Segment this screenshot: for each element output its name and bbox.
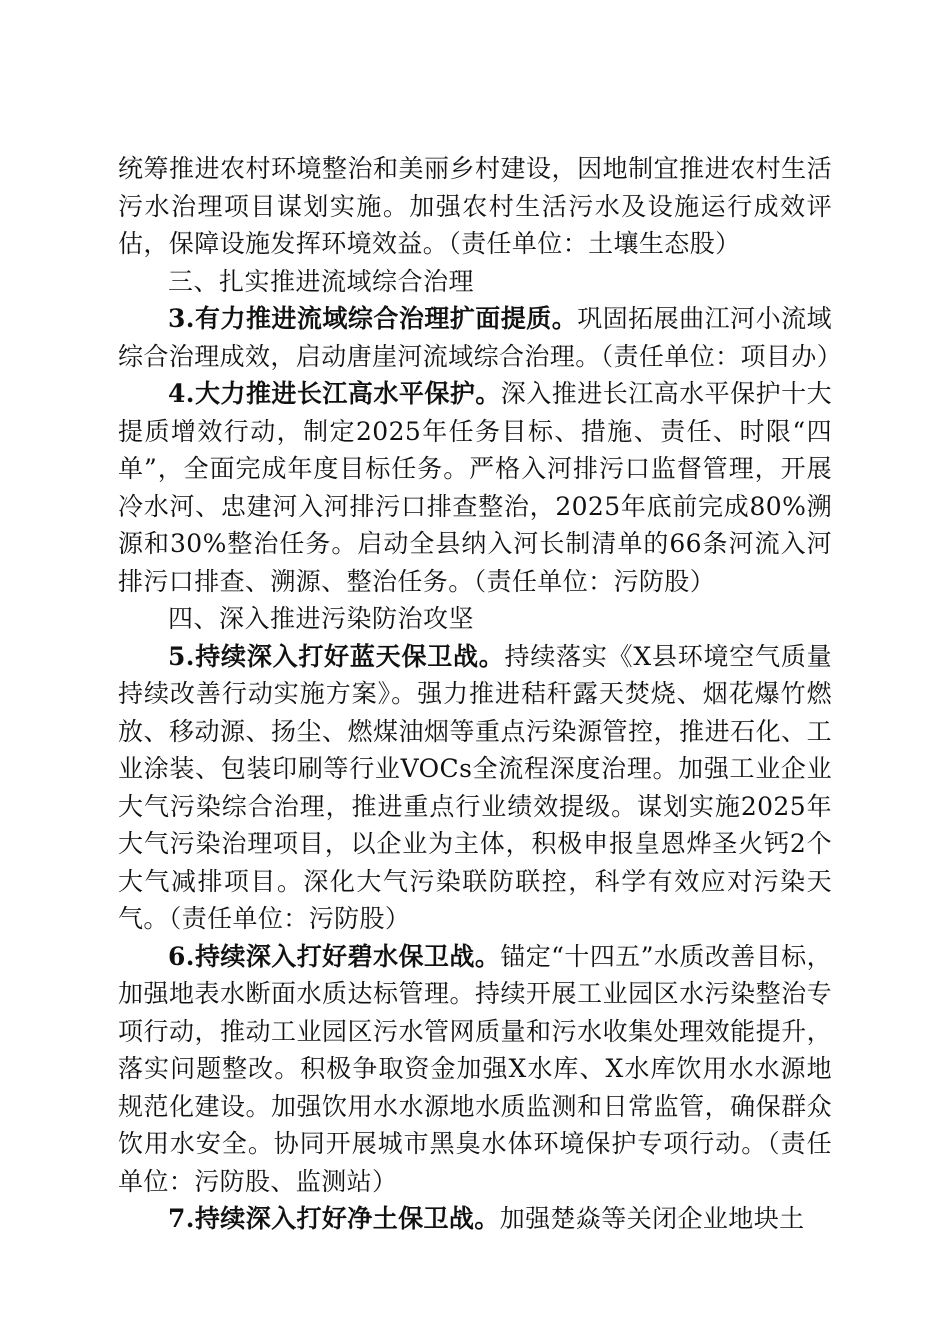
item-3-body: 巩固拓展曲江河小流域综合治理成效，启动唐崖河流域综合治理。（责任单位：项目办） — [118, 304, 843, 371]
item-4-paragraph — [118, 375, 832, 600]
document-page — [118, 150, 843, 1238]
item-4-body: 深入推进长江高水平保护十大提质增效行动，制定2025年任务目标、措施、责任、时限“四单”，全面完成年度目标任务。严格入河排污口监督管理，开展冷水河、忠建河入河排污口排查整治，2025年底前完成80%溯源和30%整治任务。启动全县纳入河长制清单的66条河流入河排污口排查、溯源、整治任务。（责任单位：污防股） — [118, 379, 833, 596]
section-heading-basin-governance: 三、扎实推进流域综合治理 — [168, 266, 475, 296]
item-6-body: 锚定“十四五”水质改善目标，加强地表水断面水质达标管理。持续开展工业园区水污染整治专项行动，推动工业园区污水管网质量和污水收集处理效能提升，落实问题整改。积极争取资金加强X水库、X水库饮用水水源地规范化建设。加强饮用水水源地水质监测和日常监管，确保群众饮用水安全。协同开展城市黑臭水体环境保护专项行动。（责任单位：污防股、监测站） — [118, 941, 832, 1196]
item-7-body: 加强楚焱等关闭企业地块土 — [499, 1204, 805, 1233]
item-5-paragraph — [118, 638, 832, 938]
item-7-lead: 7.持续深入打好净土保卫战。 — [168, 1204, 500, 1233]
item-6-paragraph — [118, 938, 832, 1201]
item-4-lead: 4.大力推进长江高水平保护。 — [168, 379, 501, 408]
item-5-lead: 5.持续深入打好蓝天保卫战。 — [168, 641, 505, 671]
item-3-paragraph — [118, 300, 843, 375]
paragraph-rural-environment: 统筹推进农村环境整治和美丽乡村建设，因地制宜推进农村生活污水治理项目谋划实施。加强农村生活污水及设施运行成效评估，保障设施发挥环境效益。（责任单位：土壤生态股） — [118, 154, 832, 258]
item-5-body: 持续落实《X县环境空气质量持续改善行动实施方案》。强力推进秸秆露天焚烧、烟花爆竹燃放、移动源、扬尘、燃煤油烟等重点污染源管控，推进石化、工业涂装、包装印刷等行业VOCs全流程深度治理。加强工业企业大气污染综合治理，推进重点行业绩效提级。谋划实施2025年大气污染治理项目，以企业为主体，积极申报皇恩烨圣火钙2个大气减排项目。深化大气污染联防联控，科学有效应对污染天气。（责任单位：污防股） — [118, 641, 833, 933]
item-3-lead: 3.有力推进流域综合治理扩面提质。 — [168, 304, 578, 333]
item-7-paragraph — [118, 1200, 832, 1238]
section-heading-pollution-control: 四、深入推进污染防治攻坚 — [168, 604, 475, 633]
item-6-lead: 6.持续深入打好碧水保卫战。 — [168, 941, 501, 971]
